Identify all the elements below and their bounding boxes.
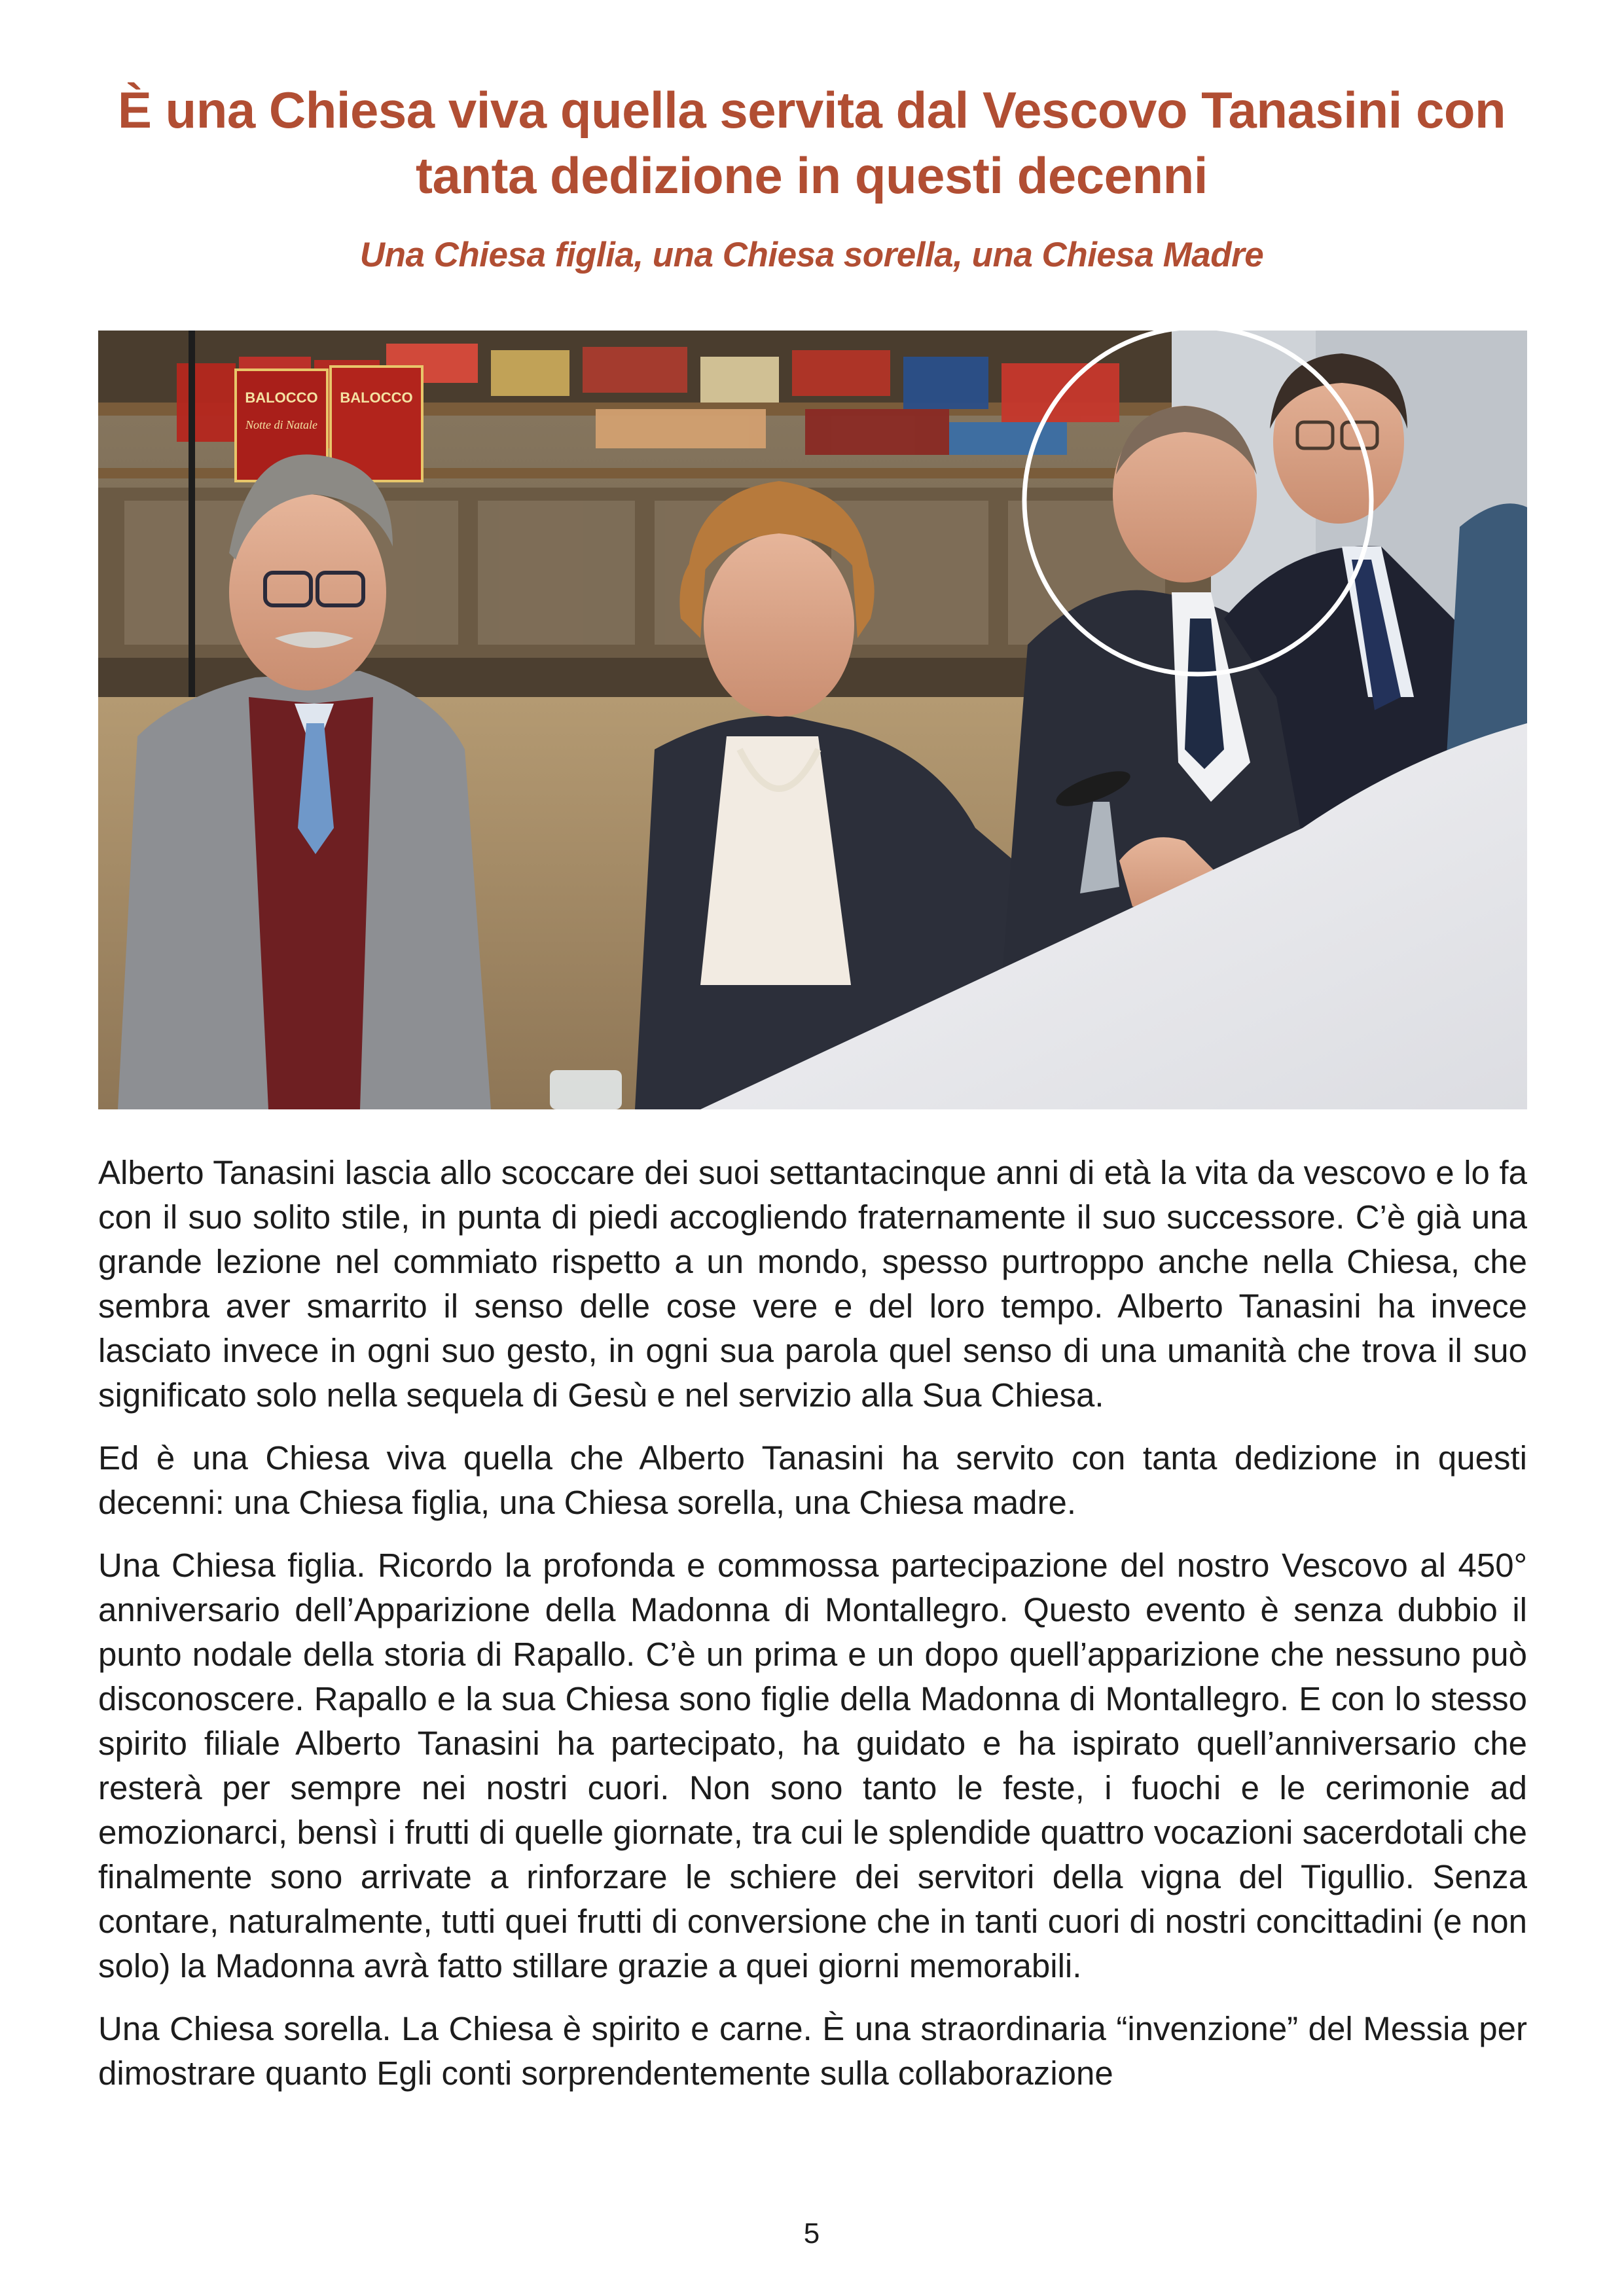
article-subtitle: Una Chiesa figlia, una Chiesa sorella, una Chiesa Madre bbox=[359, 236, 1264, 274]
paragraph-2: Ed è una Chiesa viva quella che Alberto Tanasini ha servito con tanta dedizione in questi decenni: una Chiesa figlia, una Chiesa sorella, una Chiesa madre. bbox=[98, 1439, 1527, 1521]
balocco-brand: BALOCCO bbox=[245, 389, 318, 406]
article-title: È una Chiesa viva quella servita dal Vescovo Tanasini con tanta dedizione in questi decenni bbox=[117, 81, 1506, 204]
balocco-brand-2: BALOCCO bbox=[340, 389, 413, 406]
paragraph-3: Una Chiesa figlia. Ricordo la profonda e commossa partecipazione del nostro Vescovo al 450° anniversario dell’Apparizione della Madonna di Montallegro. Questo evento è senza dubbio il punto nodale della storia di Rapallo. C’è un prima e un dopo quell’apparizione che nessuno può disconoscere. Rapallo e la sua Chiesa sono figlie della Madonna di Montallegro. E con lo stesso spirito filiale Alberto Tanasini ha partecipato, ha guidato e ha ispirato quell’anniversario che resterà per sempre nei nostri cuori. Non sono tanto le feste, i fuochi e le cerimonie ad emozionarci, bensì i frutti di quelle giornate, tra cui le splendide quattro vocazioni sacerdotali che finalmente sono arrivate a rinforzare le schiere dei servitori della vigna del Tigullio. Senza contare, naturalmente, tutti quei frutti di conversione che in tanti cuori di nostri concittadini (e non solo) la Madonna avrà fatto stillare grazie a quei giorni memorabili. bbox=[98, 1547, 1527, 1984]
paragraph-1: Alberto Tanasini lascia allo scoccare dei suoi settantacinque anni di età la vita da vescovo e lo fa con il suo solito stile, in punta di piedi accogliendo fraternamente il suo successore. C’è già una grande lezione nel commiato rispetto a un mondo, spesso purtroppo anche nella Chiesa, che sembra aver smarrito il senso delle cose vere e del loro tempo. Alberto Tanasini ha invece lasciato invece in ogni suo gesto, in ogni sua parola quel senso di una umanità che trova il suo significato solo nella sequela di Gesù e nel servizio alla Sua Chiesa. bbox=[98, 1154, 1527, 1414]
page-number: 5 bbox=[803, 2217, 820, 2250]
event-photo bbox=[98, 331, 1527, 1109]
article-body bbox=[98, 1151, 1527, 2114]
paragraph-4: Una Chiesa sorella. La Chiesa è spirito e carne. È una straordinaria “invenzione” del Messia per dimostrare quanto Egli conti sorprendentemente sulla collaborazione bbox=[98, 2010, 1527, 2092]
balocco-label: Notte di Natale bbox=[245, 418, 317, 431]
